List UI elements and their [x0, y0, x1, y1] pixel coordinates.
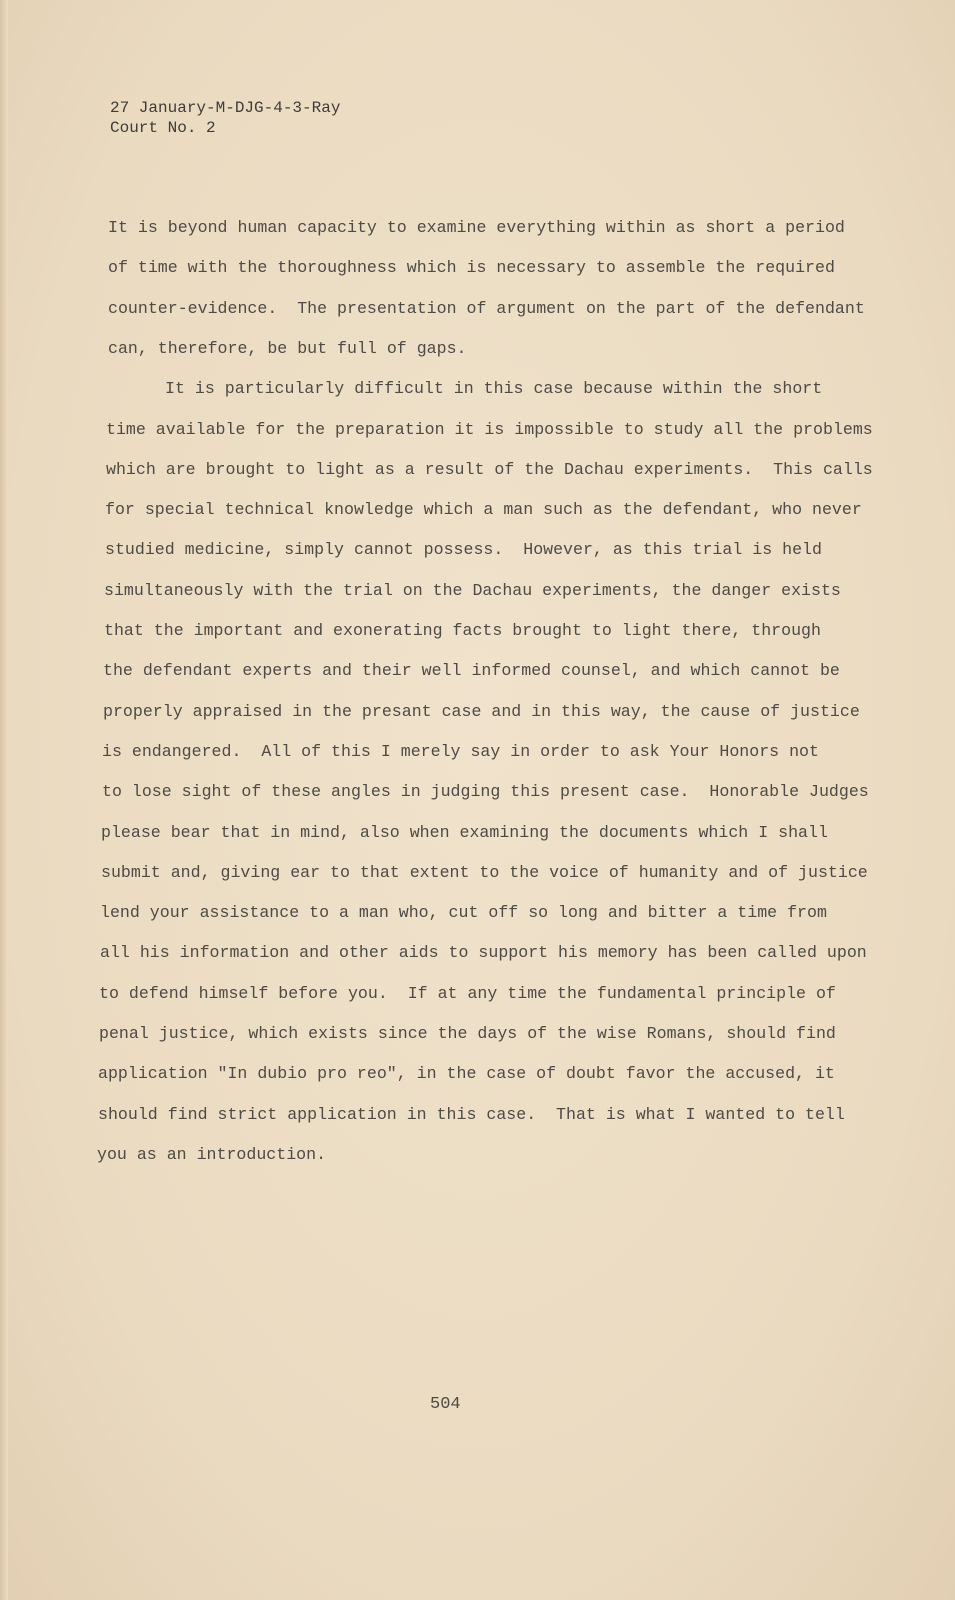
body-line: simultaneously with the trial on the Dachau experiments, the danger exists — [104, 580, 841, 600]
body-line: for special technical knowledge which a man such as the defendant, who never — [105, 500, 862, 520]
body-line: you as an introduction. — [97, 1144, 327, 1164]
body-line: studied medicine, simply cannot possess. However, as this trial is held — [105, 540, 822, 560]
body-line: to defend himself before you. If at any time the fundamental principle of — [99, 983, 836, 1003]
body-line: the defendant experts and their well informed counsel, and which cannot be — [103, 661, 840, 681]
body-line: time available for the preparation it is impossible to study all the problems — [106, 419, 873, 439]
body-line: which are brought to light as a result of the Dachau experiments. This calls — [106, 459, 873, 479]
body-line: should find strict application in this case. That is what I wanted to tell — [98, 1104, 845, 1124]
body-line: that the important and exonerating facts brought to light there, through — [104, 621, 821, 640]
body-line: It is beyond human capacity to examine everything within as short a period — [108, 218, 845, 237]
body-line: please bear that in mind, also when examining the documents which I shall — [101, 822, 828, 842]
body-line: lend your assistance to a man who, cut off so long and bitter a time from — [100, 903, 827, 923]
body-line: penal justice, which exists since the days of the wise Romans, should find — [99, 1024, 836, 1043]
body-line: can, therefore, be but full of gaps. — [108, 338, 467, 358]
body-line: It is particularly difficult in this case because within the short — [165, 379, 823, 399]
paper-edge — [0, 0, 8, 1600]
body-line: is endangered. All of this I merely say in order to ask Your Honors not — [102, 741, 819, 761]
body-line: counter-evidence. The presentation of argument on the part of the defendant — [108, 298, 865, 318]
body-line: application "In dubio pro reo", in the case of doubt favor the accused, it — [98, 1064, 835, 1084]
page-number: 504 — [430, 1395, 461, 1414]
body-line: all his information and other aids to support his memory has been called upon — [100, 943, 867, 963]
body-line: properly appraised in the presant case and in this way, the cause of justice — [103, 701, 860, 721]
body-line: submit and, giving ear to that extent to the voice of humanity and of justice — [101, 862, 868, 882]
body-line: of time with the thoroughness which is necessary to assemble the required — [108, 258, 835, 278]
document-reference: 27 January-M-DJG-4-3-Ray — [110, 99, 341, 117]
court-number: Court No. 2 — [110, 119, 216, 137]
body-line: to lose sight of these angles in judging this present case. Honorable Judges — [102, 782, 869, 802]
